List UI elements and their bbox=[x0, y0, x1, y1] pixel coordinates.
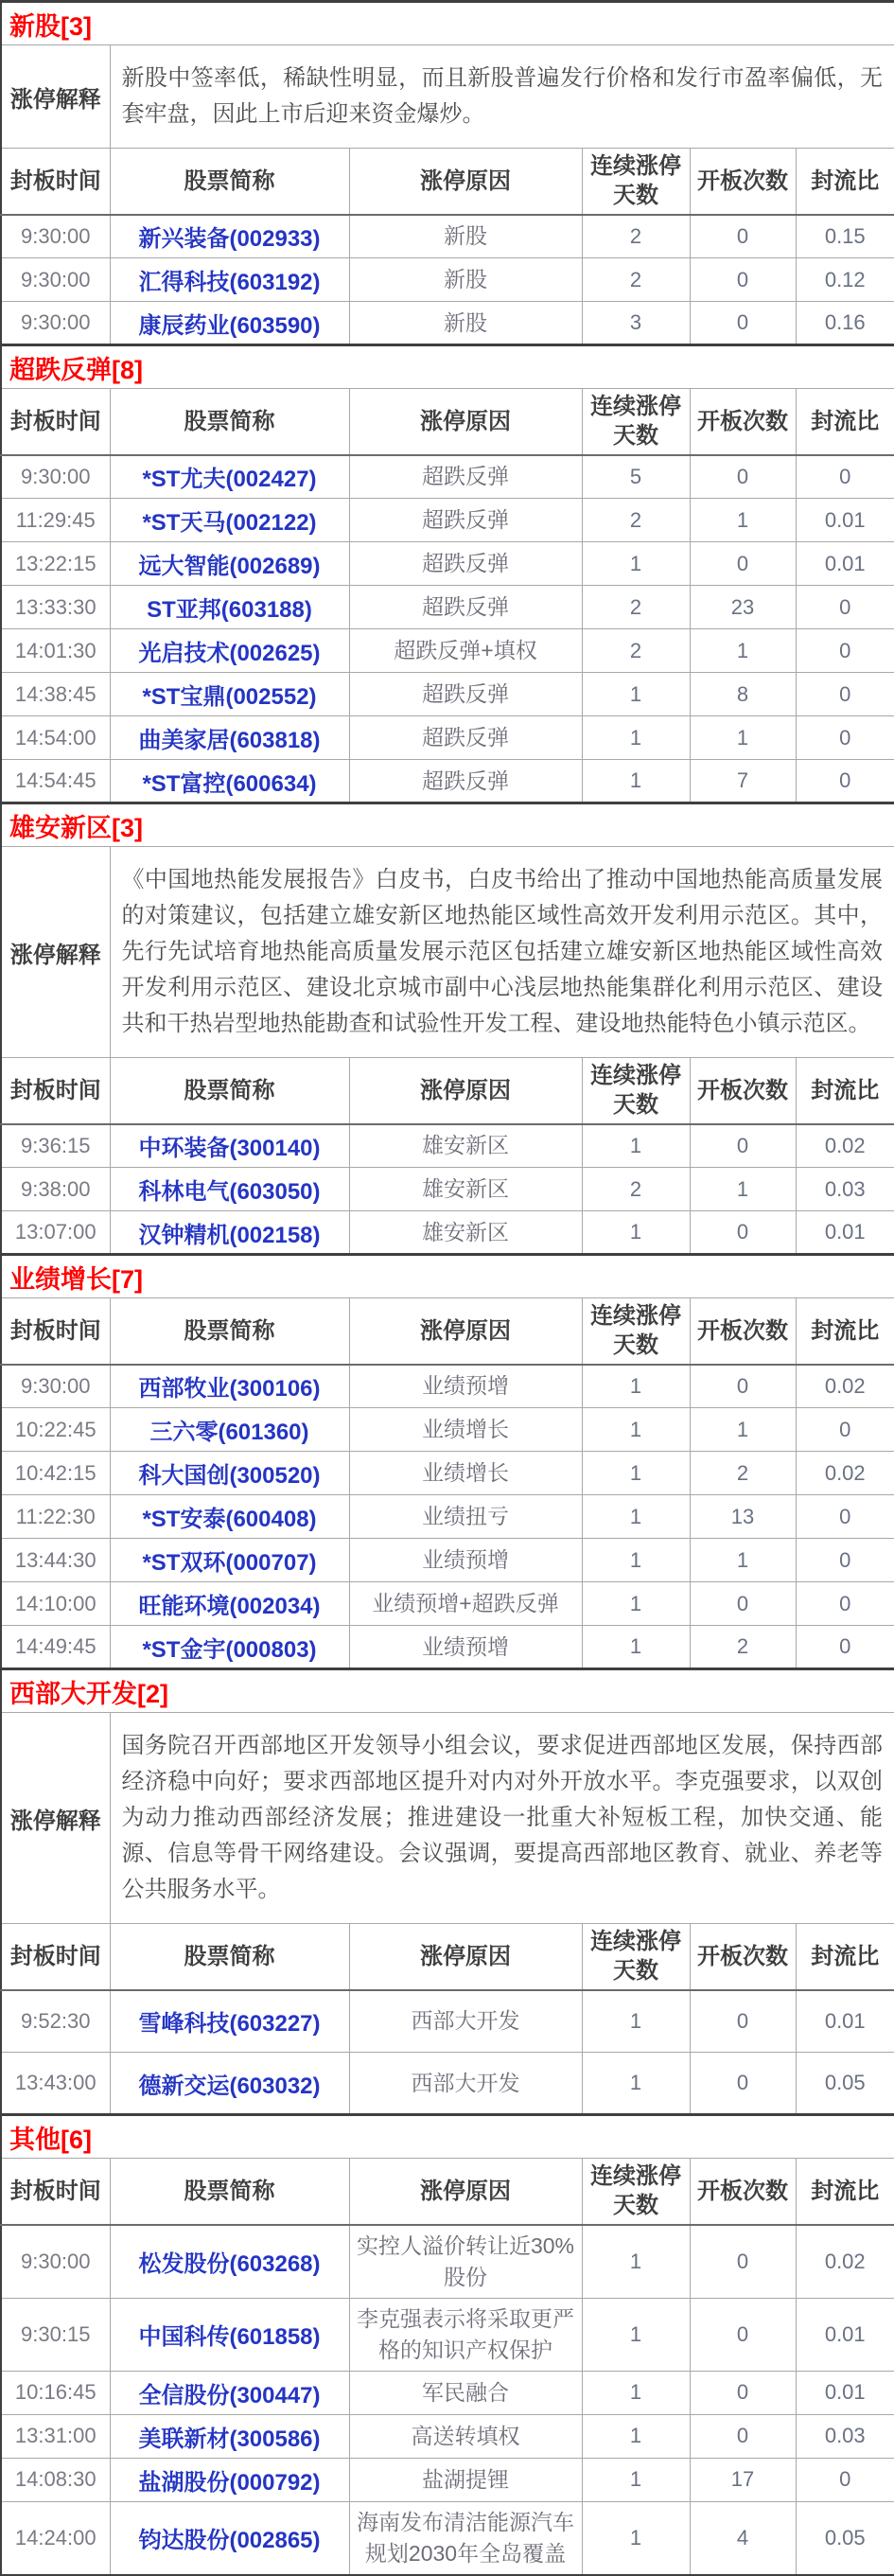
column-header: 股票简称 bbox=[110, 1924, 349, 1990]
table-row bbox=[1, 542, 894, 586]
seal-time-cell: 13:33:30 bbox=[1, 586, 110, 629]
seal-flow-ratio-cell: 0.01 bbox=[796, 2298, 894, 2371]
explanation-label: 涨停解释 bbox=[1, 45, 110, 149]
stock-name-cell bbox=[110, 716, 349, 760]
section-2 bbox=[1, 803, 894, 1255]
open-count-cell: 4 bbox=[690, 2501, 796, 2575]
consecutive-days-cell: 1 bbox=[582, 2458, 690, 2501]
table-row bbox=[1, 302, 894, 345]
table-row bbox=[1, 673, 894, 716]
table-row bbox=[1, 215, 894, 258]
open-count-cell: 17 bbox=[690, 2458, 796, 2501]
stock-link[interactable]: 雪峰科技(603227) bbox=[138, 2011, 321, 2038]
consecutive-days-cell: 1 bbox=[582, 2298, 690, 2371]
seal-time-cell: 9:30:00 bbox=[1, 258, 110, 302]
table-row bbox=[1, 1582, 894, 1626]
stock-link[interactable]: 曲美家居(603818) bbox=[138, 728, 321, 753]
stock-name-cell bbox=[110, 2298, 349, 2371]
seal-flow-ratio-cell: 0.03 bbox=[796, 1168, 894, 1211]
seal-flow-ratio-cell: 0.01 bbox=[796, 499, 894, 542]
consecutive-days-cell: 1 bbox=[582, 1539, 690, 1582]
table-row bbox=[1, 1365, 894, 1408]
column-header-row bbox=[1, 2159, 894, 2225]
table-row bbox=[1, 2371, 894, 2414]
consecutive-days-cell: 1 bbox=[582, 1990, 690, 2053]
section-1 bbox=[1, 345, 894, 803]
seal-time-cell: 14:38:45 bbox=[1, 673, 110, 716]
table-row bbox=[1, 1626, 894, 1669]
stock-link[interactable]: 康辰药业(603590) bbox=[138, 312, 321, 339]
stock-link[interactable]: *ST双环(000707) bbox=[142, 1550, 317, 1576]
stock-name-cell bbox=[110, 542, 349, 586]
explanation-label: 涨停解释 bbox=[1, 1713, 110, 1924]
table-row bbox=[1, 1408, 894, 1452]
seal-time-cell: 14:10:00 bbox=[1, 1582, 110, 1626]
consecutive-days-cell: 2 bbox=[582, 215, 690, 258]
consecutive-days-cell: 1 bbox=[582, 673, 690, 716]
stock-name-cell bbox=[110, 2458, 349, 2501]
stock-name-cell bbox=[110, 1211, 349, 1255]
table-row bbox=[1, 1211, 894, 1255]
seal-flow-ratio-cell: 0.02 bbox=[796, 1452, 894, 1495]
stock-link[interactable]: 美联新材(300586) bbox=[138, 2426, 321, 2452]
reason-cell: 新股 bbox=[349, 302, 582, 345]
reason-cell: 超跌反弹 bbox=[349, 716, 582, 760]
reason-cell: 超跌反弹 bbox=[349, 455, 582, 499]
stock-name-cell bbox=[110, 455, 349, 499]
consecutive-days-cell: 1 bbox=[582, 1452, 690, 1495]
open-count-cell: 13 bbox=[690, 1495, 796, 1539]
reason-cell: 西部大开发 bbox=[349, 2053, 582, 2115]
reason-cell: 超跌反弹 bbox=[349, 542, 582, 586]
stock-link[interactable]: 盐湖股份(000792) bbox=[138, 2469, 321, 2496]
consecutive-days-cell: 1 bbox=[582, 716, 690, 760]
consecutive-days-cell: 1 bbox=[582, 2501, 690, 2575]
consecutive-days-cell: 1 bbox=[582, 2225, 690, 2299]
seal-flow-ratio-cell: 0.03 bbox=[796, 2414, 894, 2458]
reason-cell: 业绩预增 bbox=[349, 1365, 582, 1408]
consecutive-days-cell: 1 bbox=[582, 1365, 690, 1408]
consecutive-days-cell: 5 bbox=[582, 455, 690, 499]
seal-flow-ratio-cell: 0 bbox=[796, 1582, 894, 1626]
column-header: 开板次数 bbox=[690, 1298, 796, 1365]
seal-time-cell: 9:30:15 bbox=[1, 2298, 110, 2371]
column-header: 股票简称 bbox=[110, 2159, 349, 2225]
stock-link[interactable]: 德新交运(603032) bbox=[138, 2073, 321, 2099]
seal-flow-ratio-cell: 0.02 bbox=[796, 2225, 894, 2299]
seal-flow-ratio-cell: 0.16 bbox=[796, 302, 894, 345]
stock-name-cell bbox=[110, 2371, 349, 2414]
seal-flow-ratio-cell: 0.15 bbox=[796, 215, 894, 258]
table-row bbox=[1, 629, 894, 673]
stock-link[interactable]: *ST金宇(000803) bbox=[142, 1636, 317, 1663]
reason-cell: 超跌反弹 bbox=[349, 673, 582, 716]
stock-name-cell bbox=[110, 499, 349, 542]
stock-name-cell bbox=[110, 2414, 349, 2458]
column-header: 股票简称 bbox=[110, 1058, 349, 1124]
column-header: 股票简称 bbox=[110, 149, 349, 215]
stock-link[interactable]: *ST天马(002122) bbox=[142, 510, 317, 536]
column-header: 封流比 bbox=[796, 1298, 894, 1365]
seal-time-cell: 9:36:15 bbox=[1, 1124, 110, 1168]
section-title-row bbox=[1, 2, 894, 45]
seal-time-cell: 14:54:00 bbox=[1, 716, 110, 760]
column-header: 涨停原因 bbox=[349, 2159, 582, 2225]
seal-time-cell: 10:42:15 bbox=[1, 1452, 110, 1495]
explanation-label: 涨停解释 bbox=[1, 847, 110, 1058]
column-header: 涨停原因 bbox=[349, 1924, 582, 1990]
seal-flow-ratio-cell: 0.05 bbox=[796, 2501, 894, 2575]
stock-link[interactable]: 西部牧业(300106) bbox=[138, 1376, 321, 1403]
open-count-cell: 2 bbox=[690, 1626, 796, 1669]
stock-link[interactable]: *ST安泰(600408) bbox=[142, 1507, 317, 1532]
explanation-row bbox=[1, 45, 894, 149]
explanation-text: 《中国地热能发展报告》白皮书，白皮书给出了推动中国地热能高质量发展的对策建议，包括建立雄安新区地热能区域性高效开发利用示范区。其中，先行先试培育地热能高质量发展示范区包括建立雄安新区地热能区域性高效开发利用示范区、建设北京城市副中心浅层地热能集群化利用示范区、建设共和干热岩型地热能勘查和试验性开发工程、建设地热能特色小镇示范区。 bbox=[110, 847, 894, 1058]
stock-link[interactable]: 远大智能(002689) bbox=[138, 554, 321, 579]
reason-cell: 李克强表示将采取更严格的知识产权保护 bbox=[349, 2298, 582, 2371]
stock-name-cell bbox=[110, 673, 349, 716]
column-header: 连续涨停天数 bbox=[582, 2159, 690, 2225]
stock-name-cell bbox=[110, 1990, 349, 2053]
table-row bbox=[1, 1990, 894, 2053]
section-title: 雄安新区[3] bbox=[1, 803, 894, 847]
seal-time-cell: 13:31:00 bbox=[1, 2414, 110, 2458]
seal-flow-ratio-cell: 0.12 bbox=[796, 258, 894, 302]
stock-name-cell bbox=[110, 2053, 349, 2115]
column-header-row bbox=[1, 389, 894, 455]
stock-name-cell bbox=[110, 629, 349, 673]
stock-link[interactable]: 光启技术(002625) bbox=[138, 641, 321, 666]
table-row bbox=[1, 1168, 894, 1211]
seal-time-cell: 13:22:15 bbox=[1, 542, 110, 586]
column-header: 股票简称 bbox=[110, 1298, 349, 1365]
stock-link[interactable]: 新兴装备(002933) bbox=[138, 226, 321, 253]
stock-link[interactable]: 钧达股份(002865) bbox=[138, 2528, 321, 2553]
section-title-row bbox=[1, 2115, 894, 2159]
reason-cell: 业绩增长 bbox=[349, 1452, 582, 1495]
column-header: 封板时间 bbox=[1, 149, 110, 215]
consecutive-days-cell: 2 bbox=[582, 586, 690, 629]
stock-name-cell bbox=[110, 1168, 349, 1211]
table-row bbox=[1, 2298, 894, 2371]
stock-name-cell bbox=[110, 1452, 349, 1495]
seal-flow-ratio-cell: 0 bbox=[796, 629, 894, 673]
seal-flow-ratio-cell: 0 bbox=[796, 1626, 894, 1669]
stock-name-cell bbox=[110, 1408, 349, 1452]
seal-time-cell: 14:01:30 bbox=[1, 629, 110, 673]
open-count-cell: 7 bbox=[690, 760, 796, 803]
section-0 bbox=[1, 2, 894, 345]
section-title: 业绩增长[7] bbox=[1, 1255, 894, 1298]
seal-flow-ratio-cell: 0.02 bbox=[796, 1365, 894, 1408]
column-header: 封板时间 bbox=[1, 389, 110, 455]
stock-name-cell bbox=[110, 760, 349, 803]
reason-cell: 新股 bbox=[349, 215, 582, 258]
stock-link[interactable]: 松发股份(603268) bbox=[138, 2251, 321, 2277]
consecutive-days-cell: 1 bbox=[582, 2371, 690, 2414]
seal-time-cell: 9:30:00 bbox=[1, 302, 110, 345]
seal-flow-ratio-cell: 0 bbox=[796, 586, 894, 629]
seal-flow-ratio-cell: 0.02 bbox=[796, 1124, 894, 1168]
reason-cell: 高送转填权 bbox=[349, 2414, 582, 2458]
open-count-cell: 1 bbox=[690, 1408, 796, 1452]
open-count-cell: 8 bbox=[690, 673, 796, 716]
stock-name-cell bbox=[110, 215, 349, 258]
explanation-row bbox=[1, 847, 894, 1058]
column-header: 封流比 bbox=[796, 2159, 894, 2225]
reason-cell: 业绩增长 bbox=[349, 1408, 582, 1452]
seal-time-cell: 14:08:30 bbox=[1, 2458, 110, 2501]
stock-link[interactable]: 全信股份(300447) bbox=[138, 2382, 321, 2408]
seal-time-cell: 11:29:45 bbox=[1, 499, 110, 542]
seal-flow-ratio-cell: 0.01 bbox=[796, 2371, 894, 2414]
column-header: 封板时间 bbox=[1, 2159, 110, 2225]
open-count-cell: 0 bbox=[690, 258, 796, 302]
open-count-cell: 0 bbox=[690, 302, 796, 345]
column-header: 封流比 bbox=[796, 389, 894, 455]
reason-cell: 超跌反弹 bbox=[349, 586, 582, 629]
stock-link[interactable]: 中国科传(601858) bbox=[138, 2324, 321, 2350]
explanation-row bbox=[1, 1713, 894, 1924]
table-row bbox=[1, 1495, 894, 1539]
reason-cell: 业绩预增 bbox=[349, 1539, 582, 1582]
section-5 bbox=[1, 2115, 894, 2575]
column-header: 涨停原因 bbox=[349, 1298, 582, 1365]
column-header: 封流比 bbox=[796, 1058, 894, 1124]
stock-name-cell bbox=[110, 302, 349, 345]
column-header: 开板次数 bbox=[690, 1924, 796, 1990]
column-header: 连续涨停天数 bbox=[582, 1058, 690, 1124]
consecutive-days-cell: 1 bbox=[582, 2053, 690, 2115]
open-count-cell: 0 bbox=[690, 2053, 796, 2115]
reason-cell: 新股 bbox=[349, 258, 582, 302]
consecutive-days-cell: 1 bbox=[582, 1408, 690, 1452]
open-count-cell: 0 bbox=[690, 2414, 796, 2458]
stock-link[interactable]: *ST富控(600634) bbox=[142, 770, 317, 797]
table-row bbox=[1, 586, 894, 629]
open-count-cell: 1 bbox=[690, 629, 796, 673]
reason-cell: 业绩扭亏 bbox=[349, 1495, 582, 1539]
consecutive-days-cell: 1 bbox=[582, 1626, 690, 1669]
explanation-text: 新股中签率低，稀缺性明显，而且新股普遍发行价格和发行市盈率偏低，无套牢盘，因此上市后迎来资金爆炒。 bbox=[110, 45, 894, 149]
seal-flow-ratio-cell: 0.01 bbox=[796, 1990, 894, 2053]
table-row bbox=[1, 455, 894, 499]
section-title-row bbox=[1, 345, 894, 389]
open-count-cell: 0 bbox=[690, 2298, 796, 2371]
stock-link[interactable]: *ST尤夫(002427) bbox=[142, 467, 317, 493]
open-count-cell: 1 bbox=[690, 1168, 796, 1211]
seal-flow-ratio-cell: 0.01 bbox=[796, 542, 894, 586]
table-row bbox=[1, 258, 894, 302]
stock-name-cell bbox=[110, 1582, 349, 1626]
seal-time-cell: 10:22:45 bbox=[1, 1408, 110, 1452]
stock-link[interactable]: *ST宝鼎(002552) bbox=[142, 684, 317, 710]
open-count-cell: 0 bbox=[690, 1365, 796, 1408]
stock-name-cell bbox=[110, 2225, 349, 2299]
column-header: 连续涨停天数 bbox=[582, 389, 690, 455]
open-count-cell: 1 bbox=[690, 499, 796, 542]
open-count-cell: 0 bbox=[690, 215, 796, 258]
table-row bbox=[1, 716, 894, 760]
table-row bbox=[1, 1539, 894, 1582]
consecutive-days-cell: 1 bbox=[582, 1495, 690, 1539]
reason-cell: 西部大开发 bbox=[349, 1990, 582, 2053]
seal-time-cell: 9:30:00 bbox=[1, 455, 110, 499]
seal-flow-ratio-cell: 0 bbox=[796, 716, 894, 760]
seal-time-cell: 9:38:00 bbox=[1, 1168, 110, 1211]
column-header: 开板次数 bbox=[690, 2159, 796, 2225]
seal-flow-ratio-cell: 0 bbox=[796, 1495, 894, 1539]
column-header-row bbox=[1, 1298, 894, 1365]
seal-time-cell: 9:52:30 bbox=[1, 1990, 110, 2053]
column-header-row bbox=[1, 1058, 894, 1124]
column-header: 涨停原因 bbox=[349, 1058, 582, 1124]
stock-link[interactable]: 科大国创(300520) bbox=[138, 1463, 321, 1489]
table-row bbox=[1, 2053, 894, 2115]
section-title: 其他[6] bbox=[1, 2115, 894, 2159]
seal-time-cell: 10:16:45 bbox=[1, 2371, 110, 2414]
reason-cell: 雄安新区 bbox=[349, 1168, 582, 1211]
consecutive-days-cell: 1 bbox=[582, 1124, 690, 1168]
column-header: 封流比 bbox=[796, 1924, 894, 1990]
consecutive-days-cell: 1 bbox=[582, 1211, 690, 1255]
stock-name-cell bbox=[110, 1539, 349, 1582]
table-row bbox=[1, 499, 894, 542]
reason-cell: 盐湖提锂 bbox=[349, 2458, 582, 2501]
open-count-cell: 1 bbox=[690, 1539, 796, 1582]
table-row bbox=[1, 2414, 894, 2458]
seal-time-cell: 9:30:00 bbox=[1, 2225, 110, 2299]
table-row bbox=[1, 760, 894, 803]
stock-name-cell bbox=[110, 1124, 349, 1168]
seal-time-cell: 14:54:45 bbox=[1, 760, 110, 803]
stock-name-cell bbox=[110, 1626, 349, 1669]
column-header: 连续涨停天数 bbox=[582, 149, 690, 215]
table-row bbox=[1, 1452, 894, 1495]
reason-cell: 海南发布清洁能源汽车规划2030年全岛覆盖 bbox=[349, 2501, 582, 2575]
stock-link[interactable]: 三六零(601360) bbox=[149, 1420, 309, 1445]
stock-name-cell bbox=[110, 1495, 349, 1539]
seal-time-cell: 13:07:00 bbox=[1, 1211, 110, 1255]
consecutive-days-cell: 2 bbox=[582, 258, 690, 302]
reason-cell: 雄安新区 bbox=[349, 1211, 582, 1255]
seal-time-cell: 13:44:30 bbox=[1, 1539, 110, 1582]
stock-link[interactable]: 旺能环境(002034) bbox=[138, 1594, 321, 1619]
seal-flow-ratio-cell: 0 bbox=[796, 1408, 894, 1452]
reason-cell: 业绩预增+超跌反弹 bbox=[349, 1582, 582, 1626]
seal-flow-ratio-cell: 0 bbox=[796, 760, 894, 803]
seal-flow-ratio-cell: 0 bbox=[796, 673, 894, 716]
seal-flow-ratio-cell: 0 bbox=[796, 1539, 894, 1582]
seal-time-cell: 13:43:00 bbox=[1, 2053, 110, 2115]
seal-flow-ratio-cell: 0 bbox=[796, 2458, 894, 2501]
section-title-row bbox=[1, 803, 894, 847]
seal-time-cell: 9:30:00 bbox=[1, 215, 110, 258]
consecutive-days-cell: 2 bbox=[582, 629, 690, 673]
reason-cell: 业绩预增 bbox=[349, 1626, 582, 1669]
stock-link[interactable]: 汇得科技(603192) bbox=[138, 270, 321, 295]
stock-link[interactable]: ST亚邦(603188) bbox=[147, 597, 312, 623]
seal-flow-ratio-cell: 0.01 bbox=[796, 1211, 894, 1255]
table-row bbox=[1, 2225, 894, 2299]
column-header: 封板时间 bbox=[1, 1924, 110, 1990]
reason-cell: 实控人溢价转让近30%股份 bbox=[349, 2225, 582, 2299]
seal-time-cell: 11:22:30 bbox=[1, 1495, 110, 1539]
column-header: 封流比 bbox=[796, 149, 894, 215]
stock-link[interactable]: 科林电气(603050) bbox=[138, 1179, 321, 1205]
seal-time-cell: 14:49:45 bbox=[1, 1626, 110, 1669]
open-count-cell: 0 bbox=[690, 542, 796, 586]
seal-time-cell: 14:24:00 bbox=[1, 2501, 110, 2575]
open-count-cell: 0 bbox=[690, 1582, 796, 1626]
stock-link[interactable]: 中环装备(300140) bbox=[138, 1136, 321, 1162]
open-count-cell: 1 bbox=[690, 716, 796, 760]
seal-time-cell: 9:30:00 bbox=[1, 1365, 110, 1408]
explanation-text: 国务院召开西部地区开发领导小组会议，要求促进西部地区发展，保持西部经济稳中向好；要求西部地区提升对内对外开放水平。李克强要求，以双创为动力推动西部经济发展；推进建设一批重大补短板工程，加快交通、能源、信息等骨干网络建设。会议强调，要提高西部地区教育、就业、养老等公共服务水平。 bbox=[110, 1713, 894, 1924]
open-count-cell: 2 bbox=[690, 1452, 796, 1495]
consecutive-days-cell: 1 bbox=[582, 760, 690, 803]
column-header: 开板次数 bbox=[690, 389, 796, 455]
section-3 bbox=[1, 1255, 894, 1669]
open-count-cell: 0 bbox=[690, 1124, 796, 1168]
reason-cell: 超跌反弹+填权 bbox=[349, 629, 582, 673]
reason-cell: 军民融合 bbox=[349, 2371, 582, 2414]
reason-cell: 雄安新区 bbox=[349, 1124, 582, 1168]
column-header: 连续涨停天数 bbox=[582, 1298, 690, 1365]
consecutive-days-cell: 1 bbox=[582, 1582, 690, 1626]
reason-cell: 超跌反弹 bbox=[349, 760, 582, 803]
open-count-cell: 0 bbox=[690, 1990, 796, 2053]
column-header: 开板次数 bbox=[690, 1058, 796, 1124]
open-count-cell: 0 bbox=[690, 1211, 796, 1255]
stock-link[interactable]: 汉钟精机(002158) bbox=[138, 1222, 321, 1248]
column-header: 连续涨停天数 bbox=[582, 1924, 690, 1990]
column-header: 封板时间 bbox=[1, 1058, 110, 1124]
consecutive-days-cell: 2 bbox=[582, 499, 690, 542]
column-header: 股票简称 bbox=[110, 389, 349, 455]
open-count-cell: 0 bbox=[690, 455, 796, 499]
seal-flow-ratio-cell: 0.05 bbox=[796, 2053, 894, 2115]
table-row bbox=[1, 1124, 894, 1168]
column-header-row bbox=[1, 1924, 894, 1990]
open-count-cell: 0 bbox=[690, 2371, 796, 2414]
consecutive-days-cell: 2 bbox=[582, 1168, 690, 1211]
seal-flow-ratio-cell: 0 bbox=[796, 455, 894, 499]
column-header: 开板次数 bbox=[690, 149, 796, 215]
stock-name-cell bbox=[110, 1365, 349, 1408]
table-row bbox=[1, 2458, 894, 2501]
open-count-cell: 23 bbox=[690, 586, 796, 629]
column-header: 涨停原因 bbox=[349, 389, 582, 455]
consecutive-days-cell: 1 bbox=[582, 2414, 690, 2458]
column-header-row bbox=[1, 149, 894, 215]
section-4 bbox=[1, 1669, 894, 2115]
stock-name-cell bbox=[110, 586, 349, 629]
reason-cell: 超跌反弹 bbox=[349, 499, 582, 542]
consecutive-days-cell: 1 bbox=[582, 542, 690, 586]
open-count-cell: 0 bbox=[690, 2225, 796, 2299]
column-header: 封板时间 bbox=[1, 1298, 110, 1365]
consecutive-days-cell: 3 bbox=[582, 302, 690, 345]
section-title-row bbox=[1, 1669, 894, 1713]
stock-name-cell bbox=[110, 258, 349, 302]
section-title-row bbox=[1, 1255, 894, 1298]
column-header: 涨停原因 bbox=[349, 149, 582, 215]
section-title: 新股[3] bbox=[1, 2, 894, 45]
section-title: 超跌反弹[8] bbox=[1, 345, 894, 389]
section-title: 西部大开发[2] bbox=[1, 1669, 894, 1713]
